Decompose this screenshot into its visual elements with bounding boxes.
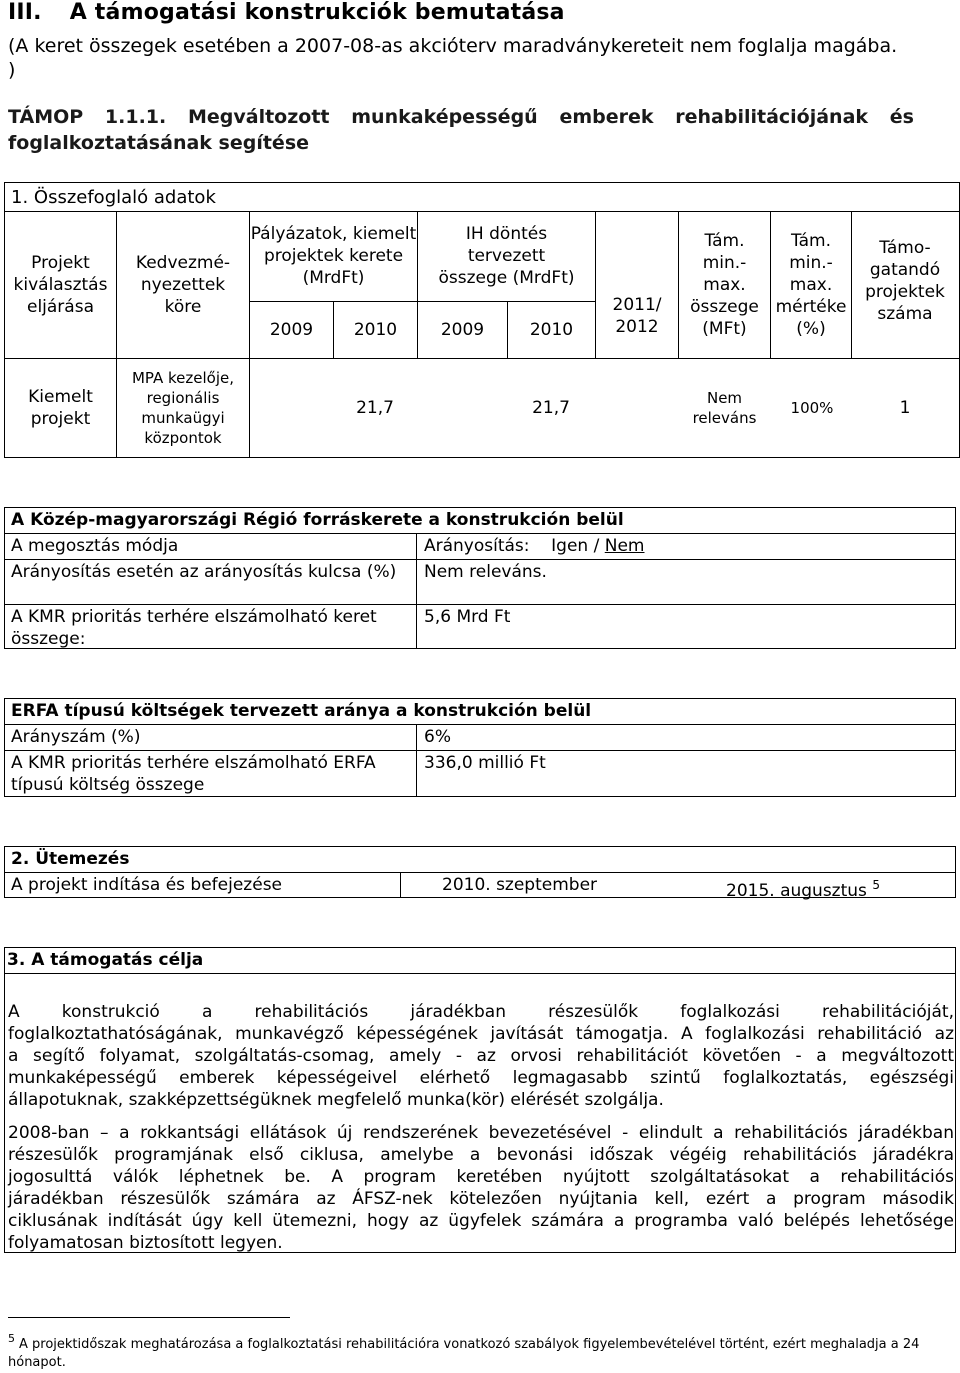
divider bbox=[400, 872, 401, 898]
footnote-separator bbox=[8, 1317, 290, 1318]
cell-ih: 21,7 bbox=[532, 398, 570, 418]
header-minmax-amount: Tám. min.- max. összege (MFt) bbox=[690, 230, 759, 339]
schedule-label: A projekt indítása és befejezése bbox=[11, 875, 283, 895]
divider bbox=[5, 973, 955, 974]
divider bbox=[5, 872, 955, 873]
divider bbox=[416, 533, 417, 649]
kmr-value: Arányosítás: Igen / Nem bbox=[424, 536, 645, 556]
schedule-end: 2015. augusztus $^5$ bbox=[726, 878, 880, 901]
header-minmax-rate: Tám. min.- max. mértéke (%) bbox=[775, 230, 847, 339]
schedule-heading: 2. Ütemezés bbox=[11, 849, 130, 869]
goal-paragraph-1: A konstrukció a rehabilitációs járadékban részesülők foglalkozási rehabilitációját, foglalkoztathatóságának, munkavégző képességének javítását támogatja. A foglalkozási rehabilitáció az a segítő folyamat, szolgáltatás-csomag, amely - az orvosi rehabilitációt követően - a megváltozott munkaképességű emberek képességeivel elérhető legmagasabb szintű foglalkoztatás, egészségi állapotuknak, szakképzettségüknek megfelelő munka(kör) elérését szolgálja. bbox=[8, 1002, 954, 1110]
erfa-table bbox=[4, 698, 956, 797]
goal-heading: 3. A támogatás célja bbox=[7, 950, 204, 970]
cell-minmax-rate: 100% bbox=[790, 399, 834, 417]
divider bbox=[5, 750, 955, 751]
divider bbox=[5, 724, 955, 725]
cell-method: Kiemelt projekt bbox=[28, 387, 93, 429]
erfa-value: 6% bbox=[424, 727, 451, 747]
cell-frame: 21,7 bbox=[356, 398, 394, 418]
summary-heading: 1. Összefoglaló adatok bbox=[11, 187, 216, 208]
header-year: 2009 bbox=[440, 320, 485, 340]
section-title: III. A támogatási konstrukciók bemutatása bbox=[8, 0, 565, 25]
erfa-heading: ERFA típusú költségek tervezett aránya a konstrukción belül bbox=[11, 701, 592, 721]
cell-minmax-amount: Nem releváns bbox=[692, 389, 757, 427]
header-frame: Pályázatok, kiemelt projektek kerete (MrdFt) bbox=[250, 224, 417, 288]
cell-project-count: 1 bbox=[899, 398, 911, 418]
erfa-value: 336,0 millió Ft bbox=[424, 753, 546, 773]
divider bbox=[5, 604, 955, 605]
header-method: Projekt kiválasztás eljárása bbox=[13, 252, 108, 317]
kmr-heading: A Közép-magyarországi Régió forráskerete a konstrukción belül bbox=[11, 510, 624, 530]
header-year: 2010 bbox=[529, 320, 574, 340]
kmr-table bbox=[4, 507, 956, 649]
footnote-ref[interactable]: 5 bbox=[872, 878, 880, 892]
footnote: $^5$ A projektidőszak meghatározása a foglalkoztatási rehabilitációra vonatkozó szabályok figyelembevételével történt, ezért meghaladja a 24 hónapot. bbox=[8, 1332, 920, 1370]
summary-table bbox=[4, 182, 960, 458]
schedule-start: 2010. szeptember bbox=[442, 875, 598, 895]
tamop-title: TÁMOP 1.1.1. Megváltozott munkaképességű emberek rehabilitációjának és foglalkoztatásának segítése bbox=[8, 106, 914, 154]
erfa-label: Arányszám (%) bbox=[11, 727, 141, 747]
header-project-count: Támo-gatandó projektek száma bbox=[865, 238, 945, 324]
kmr-label: A megosztás módja bbox=[11, 536, 179, 556]
header-year-2011: 2011/ 2012 bbox=[612, 294, 662, 337]
header-beneficiaries: Kedvezmé-nyezettek köre bbox=[135, 252, 231, 317]
header-ih: IH döntés tervezett összege (MrdFt) bbox=[438, 224, 575, 288]
divider bbox=[5, 533, 955, 534]
kmr-value: 5,6 Mrd Ft bbox=[424, 607, 511, 627]
header-year: 2009 bbox=[269, 320, 314, 340]
divider bbox=[416, 724, 417, 797]
kmr-value: Nem releváns. bbox=[424, 562, 547, 582]
kmr-label: A KMR prioritás terhére elszámolható keret összege: bbox=[11, 607, 377, 649]
divider bbox=[5, 559, 955, 560]
kmr-label: Arányosítás esetén az arányosítás kulcsa (%) bbox=[11, 562, 397, 582]
erfa-label: A KMR prioritás terhére elszámolható ERFA típusú költség összege bbox=[11, 753, 376, 795]
schedule-table bbox=[4, 846, 956, 901]
goal-paragraph-2: 2008-ban – a rokkantsági ellátások új rendszerének bevezetésével - elindult a rehabilitációs járadékban részesülők programjának első ciklusa, amelybe a bevonási időszak végéig rehabilitációs járadékra jogosulttá válók léphetnek be. A program keretében nyújtott szolgáltatásokat a rehabilitációs járadékban részesülők számára az ÁFSZ-nek kötelezően nyújtania kell, ezért a program második ciklusának indítását úgy kell ütemezni, hogy az ügyfelek számára a programba való belépés lehetősége folyamatosan biztosított legyen. bbox=[8, 1123, 954, 1253]
section-subtitle: (A keret összegek esetében a 2007-08-as akcióterv maradványkereteit nem foglalja magába. ) bbox=[8, 35, 898, 81]
header-year: 2010 bbox=[353, 320, 398, 340]
cell-beneficiaries: MPA kezelője, regionális munkaügyi központok bbox=[131, 369, 235, 447]
